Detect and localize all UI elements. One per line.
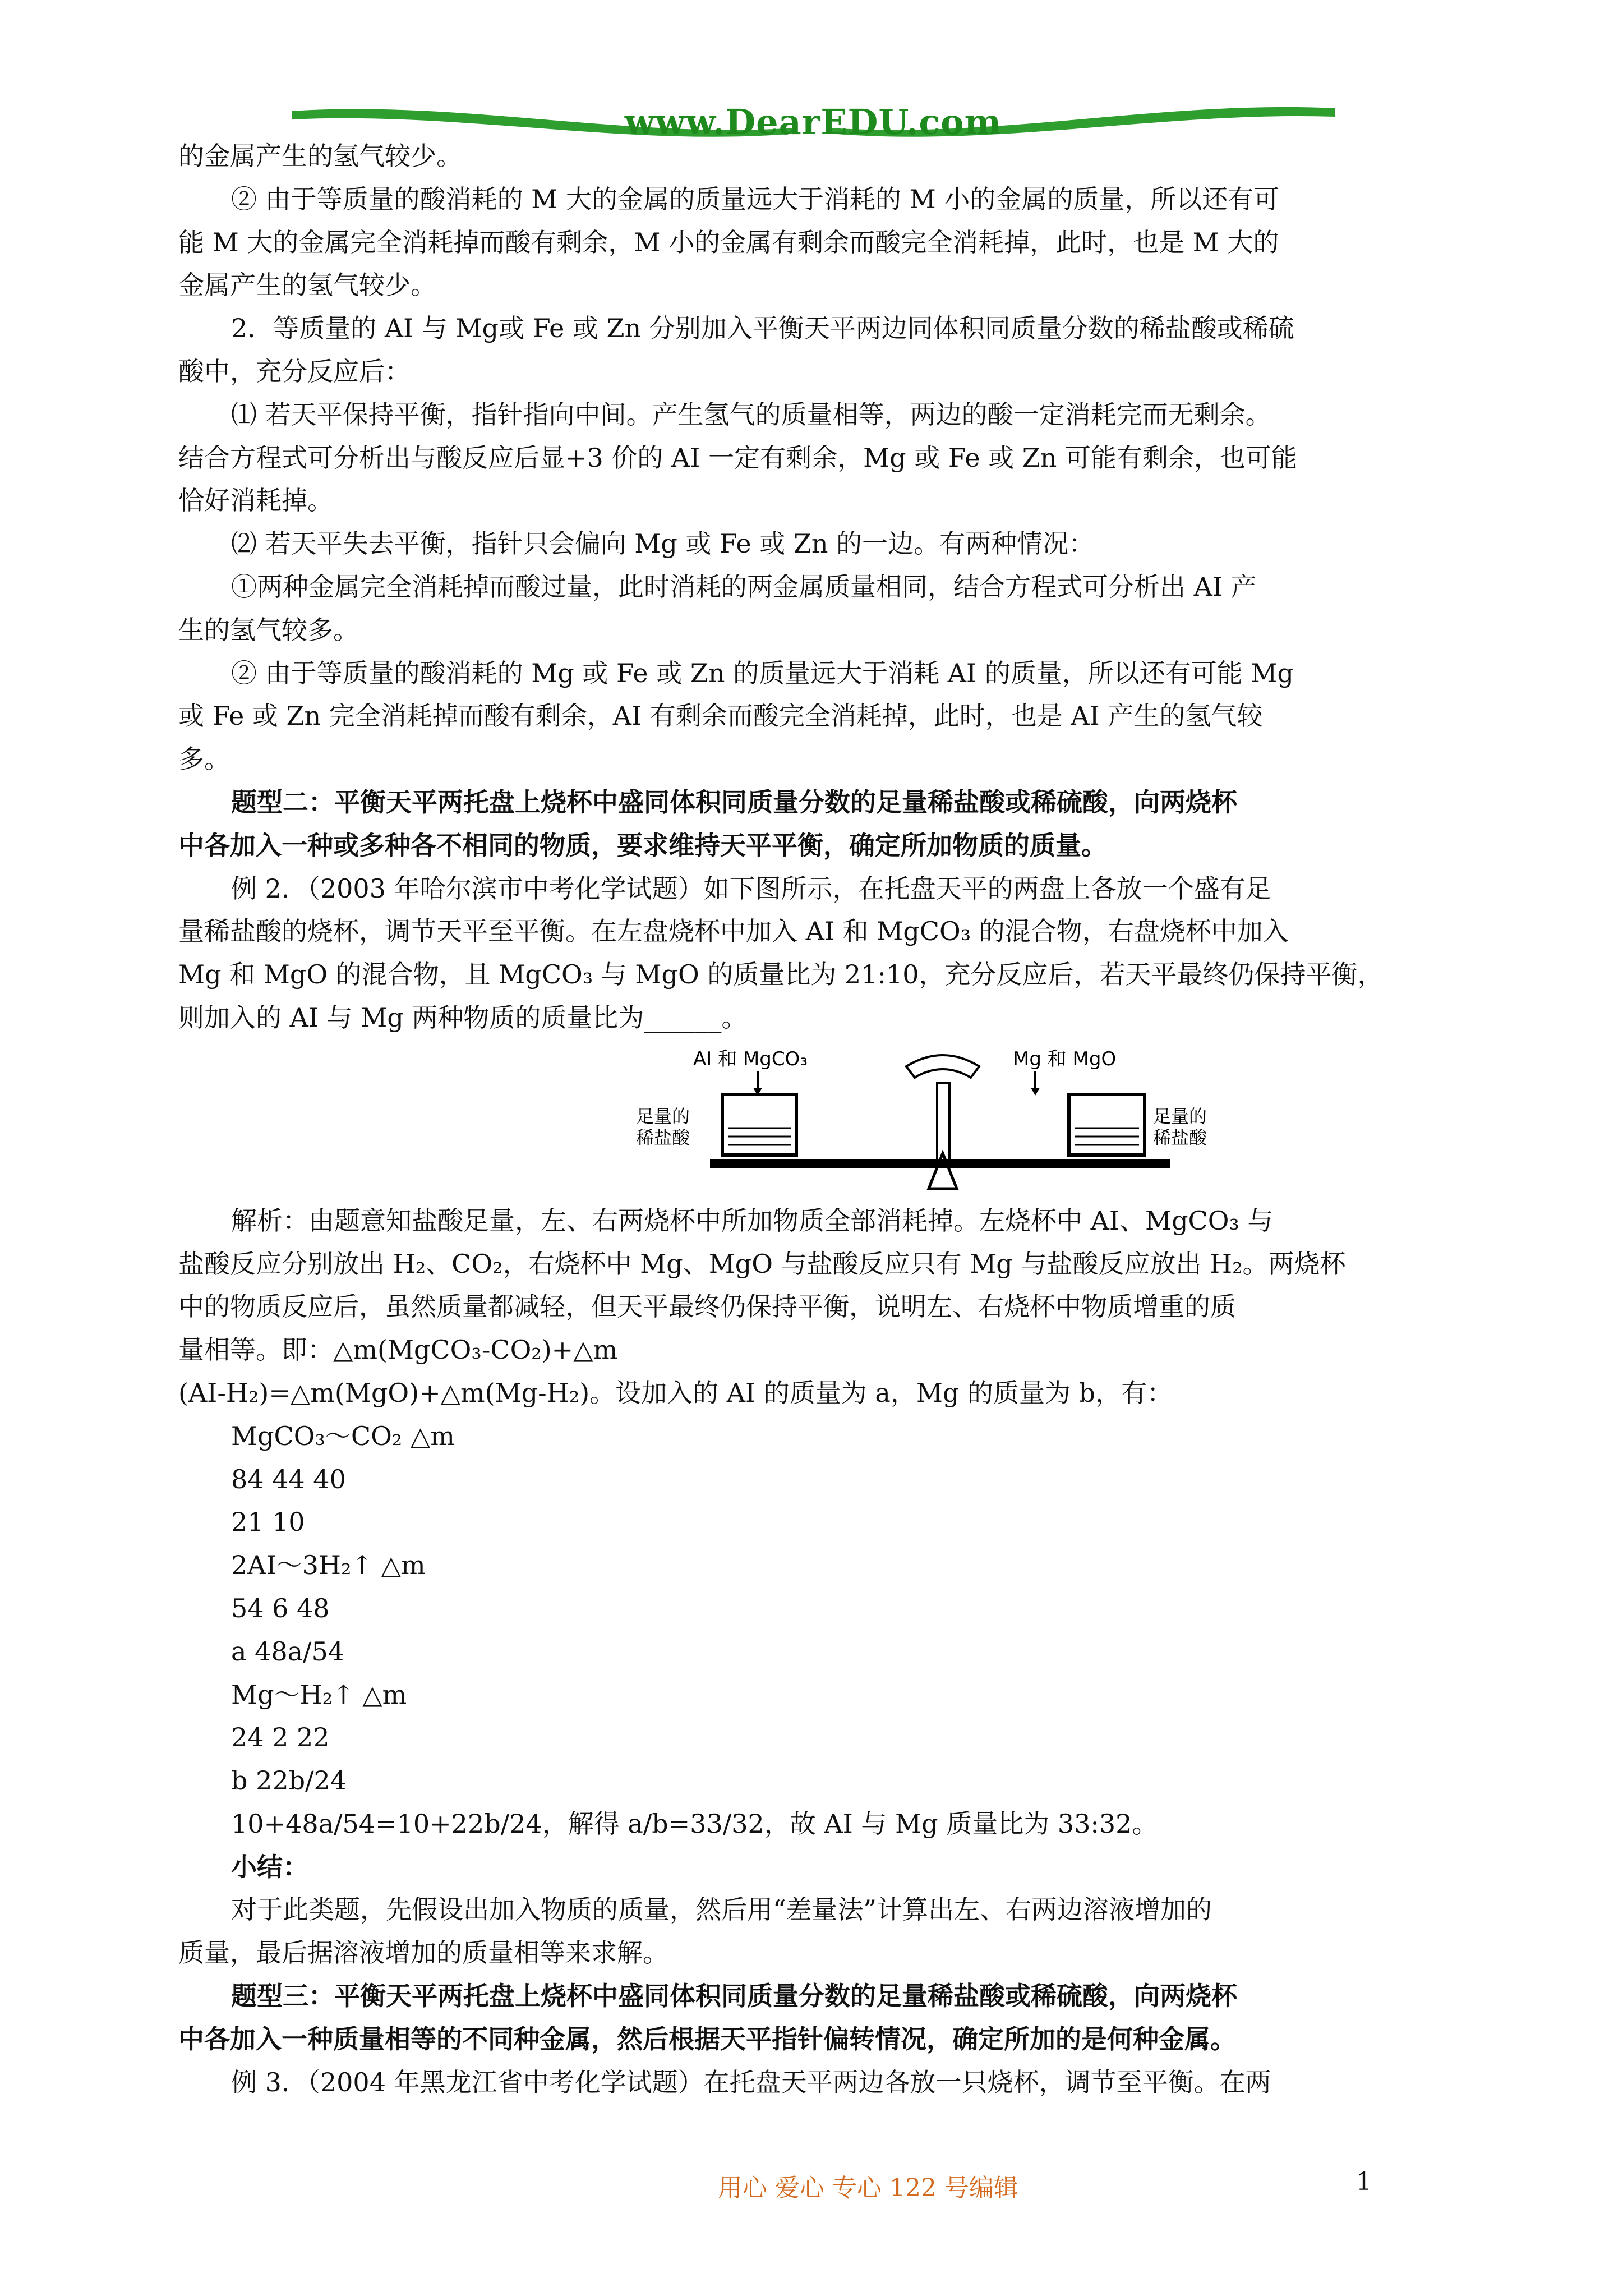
text-line: ①两种金属完全消耗掉而酸过量，此时消耗的两金属质量相同，结合方程式可分析出 AI 产 — [231, 571, 1257, 602]
text-line: 量相等。即：△m(MgCO₃-CO₂)+△m — [178, 1335, 618, 1365]
right-liquid-label-2: 稀盐酸 — [1153, 1126, 1207, 1148]
text-line: b 22b/24 — [231, 1765, 347, 1796]
text-line: 例 2．（2003 年哈尔滨市中考化学试题）如下图所示，在托盘天平的两盘上各放一个盛有足 — [231, 873, 1271, 904]
text-line: 中的物质反应后，虽然质量都减轻，但天平最终仍保持平衡，说明左、右烧杯中物质增重的质 — [178, 1291, 1236, 1322]
page-number: 1 — [1356, 2168, 1372, 2196]
text-line: Mg 和 MgO 的混合物，且 MgCO₃ 与 MgO 的质量比为 21:10，充分反应后，若天平最终仍保持平衡， — [178, 959, 1384, 990]
balance-figure-row — [178, 1039, 1412, 1199]
text-line: 生的氢气较多。 — [178, 614, 359, 645]
text-line: 21 10 — [231, 1507, 305, 1538]
paragraphs-part-2 — [178, 1199, 1412, 2104]
right-liquid-label-1: 足量的 — [1153, 1105, 1207, 1127]
text-line: 多。 — [178, 744, 230, 775]
text-line: 10+48a/54=10+22b/24，解得 a/b=33/32，故 AI 与 Mg 质量比为 33:32。 — [231, 1808, 1158, 1839]
text-line: (AI-H₂)=△m(MgO)+△m(Mg-H₂)。设加入的 AI 的质量为 a，Mg 的质量为 b，有： — [178, 1377, 1173, 1408]
left-substance-label: AI 和 MgCO₃ — [693, 1047, 808, 1070]
right-substance-label: Mg 和 MgO — [1013, 1047, 1117, 1070]
text-line: 金属产生的氢气较少。 — [178, 270, 436, 301]
text-line: 酸中，充分反应后： — [178, 356, 411, 386]
text-line: 盐酸反应分别放出 H₂、CO₂，右烧杯中 Mg、MgO 与盐酸反应只有 Mg 与盐酸反应放出 H₂。两烧杯 — [178, 1248, 1346, 1279]
text-line: 54 6 48 — [231, 1593, 330, 1623]
text-line: 对于此类题，先假设出加入物质的质量，然后用“差量法”计算出左、右两边溶液增加的 — [231, 1894, 1212, 1925]
text-line: 量稀盐酸的烧杯，调节天平至平衡。在左盘烧杯中加入 AI 和 MgCO₃ 的混合物，右盘烧杯中加入 — [178, 916, 1289, 947]
text-line: ⑵ 若天平失去平衡，指针只会偏向 Mg 或 Fe 或 Zn 的一边。有两种情况： — [231, 528, 1095, 559]
paragraphs-part-1 — [178, 135, 1412, 1039]
balance-pointer — [937, 1083, 949, 1162]
text-line: ⑴ 若天平保持平衡，指针指向中间。产生氢气的质量相等，两边的酸一定消耗完而无剩余。 — [231, 399, 1271, 430]
text-line: 结合方程式可分析出与酸反应后显+3 价的 AI 一定有剩余，Mg 或 Fe 或 Zn 可能有剩余，也可能 — [178, 442, 1297, 473]
text-line: a 48a/54 — [231, 1636, 345, 1667]
text-line: 84 44 40 — [231, 1464, 346, 1494]
balance-diagram — [626, 1044, 1260, 1195]
text-line: 或 Fe 或 Zn 完全消耗掉而酸有剩余，AI 有剩余而酸完全消耗掉，此时，也是 AI 产生的氢气较 — [178, 701, 1263, 731]
text-line: 24 2 22 — [231, 1722, 330, 1753]
text-line: 题型二：平衡天平两托盘上烧杯中盛同体积同质量分数的足量稀盐酸或稀硫酸，向两烧杯 — [231, 786, 1237, 817]
left-liquid-label-2: 稀盐酸 — [636, 1126, 690, 1148]
text-line: 恰好消耗掉。 — [178, 485, 333, 516]
text-line: 例 3．（2004 年黑龙江省中考化学试题）在托盘天平两边各放一只烧杯，调节至平衡。在两 — [231, 2067, 1271, 2097]
text-line: 小结： — [231, 1851, 308, 1882]
text-line: 中各加入一种或多种各不相同的物质，要求维持天平平衡，确定所加物质的质量。 — [178, 830, 1107, 861]
text-line: Mg～H₂↑ △m — [231, 1679, 407, 1710]
right-beaker — [1069, 1094, 1145, 1155]
document-body — [178, 135, 1412, 2104]
balance-scale-dial — [906, 1055, 979, 1078]
left-beaker — [722, 1094, 796, 1155]
text-line: ② 由于等质量的酸消耗的 M 大的金属的质量远大于消耗的 M 小的金属的质量，所以还有可 — [231, 183, 1280, 214]
text-line: 题型三：平衡天平两托盘上烧杯中盛同体积同质量分数的足量稀盐酸或稀硫酸，向两烧杯 — [231, 1981, 1237, 2012]
balance-fulcrum — [929, 1153, 957, 1189]
text-line: 能 M 大的金属完全消耗掉而酸有剩余，M 小的金属有剩余而酸完全消耗掉，此时，也是 M 大的 — [178, 227, 1279, 257]
text-line: ② 由于等质量的酸消耗的 Mg 或 Fe 或 Zn 的质量远大于消耗 AI 的质量，所以还有可能 Mg — [231, 657, 1294, 688]
text-line: 的金属产生的氢气较少。 — [178, 141, 462, 171]
text-line: MgCO₃～CO₂ △m — [231, 1420, 455, 1451]
page-footer — [0, 2168, 1623, 2207]
text-line: 则加入的 AI 与 Mg 两种物质的质量比为______。 — [178, 1002, 748, 1033]
text-line: 2．等质量的 AI 与 Mg或 Fe 或 Zn 分别加入平衡天平两边同体积同质量分数的稀盐酸或稀硫 — [231, 313, 1294, 344]
footer-credit: 用心 爱心 专心 122 号编辑 — [718, 2174, 1018, 2202]
text-line: 中各加入一种质量相等的不同种金属，然后根据天平指针偏转情况，确定所加的是何种金属。 — [178, 2023, 1236, 2054]
left-liquid-label-1: 足量的 — [636, 1105, 690, 1127]
text-line: 质量，最后据溶液增加的质量相等来求解。 — [178, 1938, 668, 1968]
text-line: 解析：由题意知盐酸足量，左、右两烧杯中所加物质全部消耗掉。左烧杯中 AI、MgCO₃ 与 — [231, 1205, 1274, 1236]
site-logo-text: www.DearEDU.com — [624, 102, 1002, 142]
text-line: 2AI～3H₂↑ △m — [231, 1550, 426, 1581]
